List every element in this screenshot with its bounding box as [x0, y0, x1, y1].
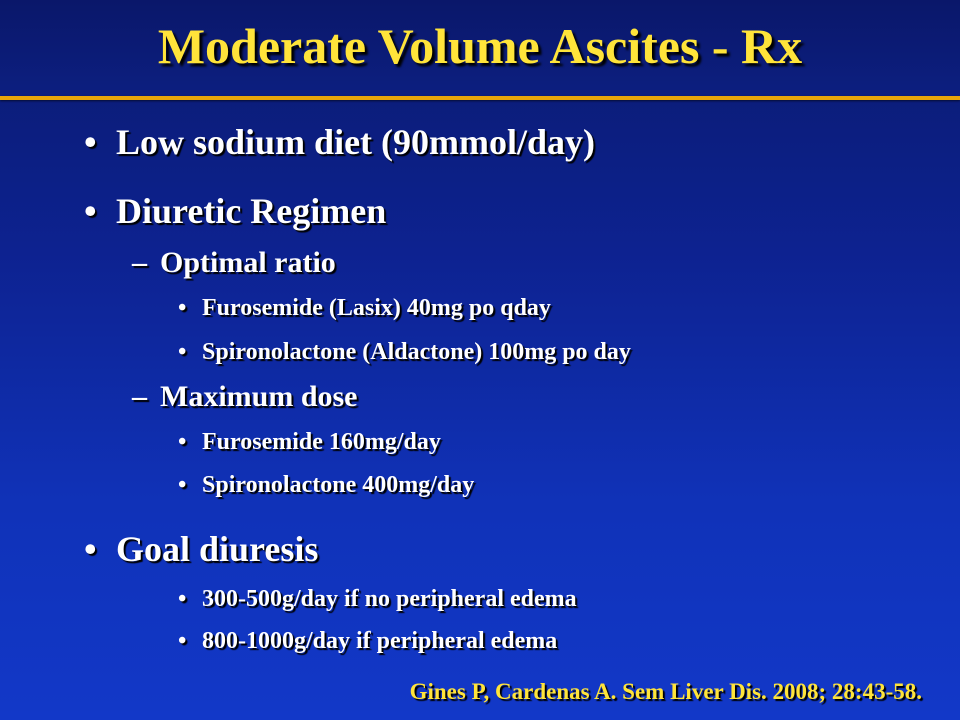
bullet-text: Spironolactone 400mg/day	[202, 472, 475, 498]
bullet-diuretic-regimen	[84, 189, 386, 233]
subsub-spironolactone-400	[178, 470, 474, 500]
dash-marker: –	[132, 380, 147, 413]
bullet-text: Low sodium diet (90mmol/day)	[116, 122, 596, 162]
bullet-text: Furosemide 160mg/day	[202, 429, 441, 455]
subsub-goal-no-edema	[178, 584, 577, 614]
bullet-marker: •	[178, 295, 187, 321]
bullet-marker: •	[178, 472, 187, 498]
bullet-text: 300-500g/day if no peripheral edema	[202, 586, 577, 612]
bullet-low-sodium-diet	[84, 120, 595, 164]
bullet-marker: •	[84, 529, 97, 569]
bullet-marker: •	[84, 191, 97, 231]
bullet-marker: •	[178, 628, 187, 654]
subsub-furosemide-160	[178, 427, 441, 457]
subsub-goal-edema	[178, 626, 557, 656]
bullet-marker: •	[84, 122, 97, 162]
bullet-text: Furosemide (Lasix) 40mg po qday	[202, 295, 551, 321]
bullet-marker: •	[178, 429, 187, 455]
subsub-spironolactone-100	[178, 337, 631, 367]
bullet-marker: •	[178, 339, 187, 365]
bullet-text: Goal diuresis	[116, 529, 319, 569]
bullet-marker: •	[178, 586, 187, 612]
subbullet-optimal-ratio	[132, 245, 336, 281]
bullet-text: Optimal ratio	[160, 246, 336, 279]
subbullet-maximum-dose	[132, 379, 358, 415]
bullet-text: Maximum dose	[160, 380, 358, 413]
bullet-goal-diuresis	[84, 527, 318, 571]
bullet-text: Diuretic Regimen	[116, 191, 387, 231]
citation: Gines P, Cardenas A. Sem Liver Dis. 2008; 28:43-58.	[409, 679, 922, 704]
dash-marker: –	[132, 246, 147, 279]
bullet-text: Spironolactone (Aldactone) 100mg po day	[202, 339, 631, 365]
slide-title: Moderate Volume Ascites - Rx	[157, 18, 803, 74]
subsub-furosemide-40	[178, 293, 551, 323]
bullet-text: 800-1000g/day if peripheral edema	[202, 628, 558, 654]
